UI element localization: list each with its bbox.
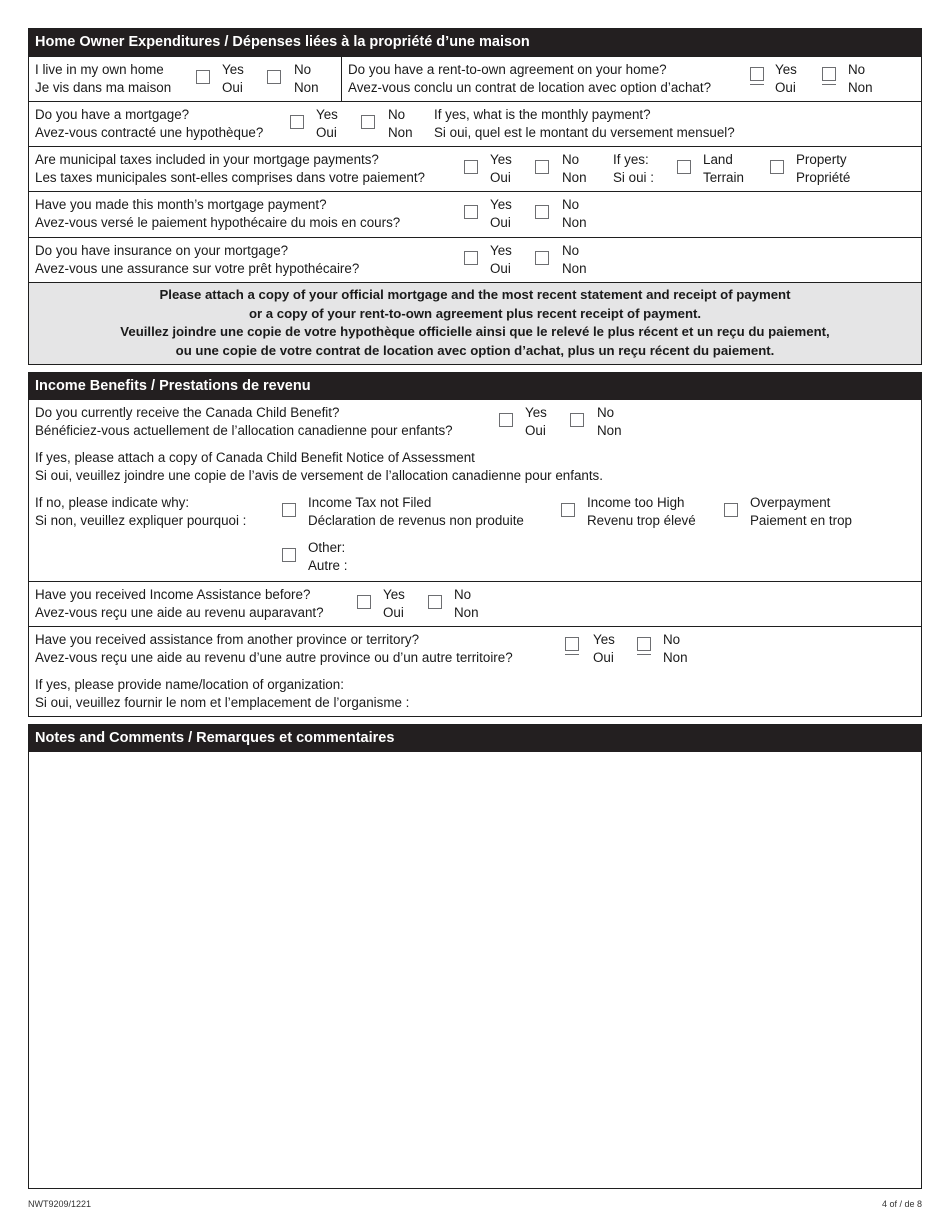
ccb-yes-en: Yes	[525, 405, 547, 420]
other-prov-yes-fr: Oui	[593, 650, 614, 665]
municipal-taxes-label-fr: Les taxes municipales sont-elles comprises dans votre paiement?	[35, 170, 426, 185]
ccb-attach-fr: Si oui, veuillez joindre une copie de l’avis de versement de l’allocation canadienne pour enfants.	[35, 468, 603, 483]
own-home-row	[29, 56, 921, 101]
this-month-label-en: Have you made this month’s mortgage payment?	[35, 197, 327, 212]
insurance-label-fr: Avez-vous une assurance sur votre prêt hypothécaire?	[35, 261, 360, 276]
row-divider	[341, 57, 342, 101]
tax-not-filed-en: Income Tax not Filed	[308, 495, 432, 510]
overpayment-fr: Paiement en trop	[750, 513, 852, 528]
other-prov-label-en: Have you received assistance from another province or territory?	[35, 632, 420, 647]
own-home-yes-fr: Oui	[222, 80, 243, 95]
ccb-yes-fr: Oui	[525, 423, 546, 438]
overpayment-checkbox[interactable]	[724, 503, 738, 517]
insurance-no-en: No	[562, 243, 580, 258]
notice-line-4: ou une copie de votre contrat de location avec option d’achat, plus un reçu récent du paiement.	[175, 342, 775, 358]
overpayment-en: Overpayment	[750, 495, 831, 510]
mortgage-label-en: Do you have a mortgage?	[35, 107, 190, 122]
mortgage-no-checkbox[interactable]	[361, 115, 375, 129]
own-home-no-checkbox[interactable]	[267, 70, 281, 84]
rent-to-own-yes-fr: Oui	[775, 80, 796, 95]
ia-before-label-fr: Avez-vous reçu une aide au revenu auparavant?	[35, 605, 324, 620]
other-reason-checkbox[interactable]	[282, 548, 296, 562]
this-month-no-checkbox[interactable]	[535, 205, 549, 219]
insurance-no-checkbox[interactable]	[535, 251, 549, 265]
ccb-yes-checkbox[interactable]	[499, 413, 513, 427]
rent-to-own-no-en: No	[848, 62, 866, 77]
notes-section	[28, 724, 922, 1189]
income-too-high-en: Income too High	[587, 495, 685, 510]
attachment-notice	[29, 282, 921, 364]
other-prov-yes-en: Yes	[593, 632, 615, 647]
mortgage-yes-checkbox[interactable]	[290, 115, 304, 129]
municipal-taxes-no-en: No	[562, 152, 580, 167]
notes-header: Notes and Comments / Remarques et commentaires	[29, 725, 921, 752]
insurance-yes-checkbox[interactable]	[464, 251, 478, 265]
mortgage-no-fr: Non	[388, 125, 413, 140]
municipal-taxes-no-fr: Non	[562, 170, 587, 185]
page-number: 4 of / de 8	[881, 1199, 922, 1209]
property-checkbox[interactable]	[770, 160, 784, 174]
insurance-yes-en: Yes	[490, 243, 512, 258]
own-home-yes-checkbox[interactable]	[196, 70, 210, 84]
this-month-label-fr: Avez-vous versé le paiement hypothécaire du mois en cours?	[35, 215, 401, 230]
other-reason-en: Other:	[308, 540, 346, 555]
income-too-high-fr: Revenu trop élevé	[587, 513, 696, 528]
ia-before-no-fr: Non	[454, 605, 479, 620]
ccb-row	[29, 400, 921, 581]
notice-line-1: Please attach a copy of your official mortgage and the most recent statement and receipt of payment	[159, 287, 791, 302]
other-prov-label-fr: Avez-vous reçu une aide au revenu d’une autre province ou d’un autre territoire?	[35, 650, 513, 665]
municipal-taxes-yes-checkbox[interactable]	[464, 160, 478, 174]
org-label-en: If yes, please provide name/location of organization:	[35, 677, 344, 692]
municipal-taxes-row	[29, 146, 921, 191]
ccb-no-checkbox[interactable]	[570, 413, 584, 427]
this-month-payment-row	[29, 191, 921, 237]
notice-line-2: or a copy of your rent-to-own agreement plus recent receipt of payment.	[248, 305, 702, 321]
municipal-taxes-yes-fr: Oui	[490, 170, 511, 185]
rent-to-own-no-checkbox[interactable]	[822, 67, 836, 81]
own-home-label-fr: Je vis dans ma maison	[35, 80, 172, 95]
other-prov-yes-checkbox[interactable]	[565, 637, 579, 651]
ifno-label-fr: Si non, veuillez expliquer pourquoi :	[35, 513, 247, 528]
notes-textarea[interactable]	[29, 752, 921, 1188]
municipal-taxes-label-en: Are municipal taxes included in your mortgage payments?	[35, 152, 379, 167]
insurance-label-en: Do you have insurance on your mortgage?	[35, 243, 289, 258]
ia-before-yes-checkbox[interactable]	[357, 595, 371, 609]
this-month-no-en: No	[562, 197, 580, 212]
own-home-label-en: I live in my own home	[35, 62, 164, 77]
rent-to-own-label-fr: Avez-vous conclu un contrat de location avec option d’achat?	[348, 80, 712, 95]
property-label-en: Property	[796, 152, 847, 167]
other-province-row	[29, 626, 921, 716]
insurance-no-fr: Non	[562, 261, 587, 276]
other-prov-no-fr: Non	[663, 650, 688, 665]
land-label-fr: Terrain	[703, 170, 744, 185]
if-yes-label-fr: Si oui :	[613, 170, 654, 185]
mortgage-row	[29, 101, 921, 146]
insurance-yes-fr: Oui	[490, 261, 511, 276]
mortgage-no-en: No	[388, 107, 406, 122]
tax-not-filed-fr: Déclaration de revenus non produite	[308, 513, 524, 528]
ccb-no-fr: Non	[597, 423, 622, 438]
tax-not-filed-checkbox[interactable]	[282, 503, 296, 517]
rent-to-own-yes-checkbox[interactable]	[750, 67, 764, 81]
ia-before-row	[29, 581, 921, 626]
this-month-yes-checkbox[interactable]	[464, 205, 478, 219]
org-label-fr: Si oui, veuillez fournir le nom et l’emplacement de l’organisme :	[35, 695, 410, 710]
land-label-en: Land	[703, 152, 733, 167]
property-label-fr: Propriété	[796, 170, 851, 185]
mortgage-yes-en: Yes	[316, 107, 338, 122]
notice-line-3: Veuillez joindre une copie de votre hypothèque officielle ainsi que le relevé le plus récent et un reçu du paiement,	[120, 324, 830, 340]
ia-before-yes-fr: Oui	[383, 605, 404, 620]
ifno-label-en: If no, please indicate why:	[35, 495, 190, 510]
this-month-no-fr: Non	[562, 215, 587, 230]
this-month-yes-fr: Oui	[490, 215, 511, 230]
own-home-no-en: No	[294, 62, 312, 77]
municipal-taxes-yes-en: Yes	[490, 152, 512, 167]
ia-before-yes-en: Yes	[383, 587, 405, 602]
income-section	[28, 372, 922, 717]
municipal-taxes-no-checkbox[interactable]	[535, 160, 549, 174]
rent-to-own-yes-en: Yes	[775, 62, 797, 77]
home-owner-header: Home Owner Expenditures / Dépenses liées à la propriété d’une maison	[29, 29, 921, 56]
ia-before-label-en: Have you received Income Assistance before?	[35, 587, 311, 602]
mortgage-label-fr: Avez-vous contracté une hypothèque?	[35, 125, 264, 140]
insurance-row	[29, 237, 921, 282]
rent-to-own-no-fr: Non	[848, 80, 873, 95]
ia-before-no-en: No	[454, 587, 472, 602]
ccb-label-fr: Bénéficiez-vous actuellement de l’allocation canadienne pour enfants?	[35, 423, 453, 438]
own-home-yes-en: Yes	[222, 62, 244, 77]
monthly-payment-label-fr: Si oui, quel est le montant du versement mensuel?	[434, 125, 735, 140]
ia-before-no-checkbox[interactable]	[428, 595, 442, 609]
rent-to-own-label-en: Do you have a rent-to-own agreement on your home?	[348, 62, 667, 77]
income-too-high-checkbox[interactable]	[561, 503, 575, 517]
this-month-yes-en: Yes	[490, 197, 512, 212]
other-reason-fr: Autre :	[308, 558, 348, 573]
land-checkbox[interactable]	[677, 160, 691, 174]
ccb-attach-en: If yes, please attach a copy of Canada Child Benefit Notice of Assessment	[35, 450, 475, 465]
form-id: NWT9209/1221	[28, 1199, 92, 1209]
own-home-no-fr: Non	[294, 80, 319, 95]
mortgage-yes-fr: Oui	[316, 125, 337, 140]
ccb-no-en: No	[597, 405, 615, 420]
ccb-label-en: Do you currently receive the Canada Child Benefit?	[35, 405, 340, 420]
home-owner-section	[28, 28, 922, 365]
if-yes-label-en: If yes:	[613, 152, 649, 167]
income-header: Income Benefits / Prestations de revenu	[29, 373, 921, 400]
other-prov-no-en: No	[663, 632, 681, 647]
monthly-payment-label-en: If yes, what is the monthly payment?	[434, 107, 651, 122]
other-prov-no-checkbox[interactable]	[637, 637, 651, 651]
